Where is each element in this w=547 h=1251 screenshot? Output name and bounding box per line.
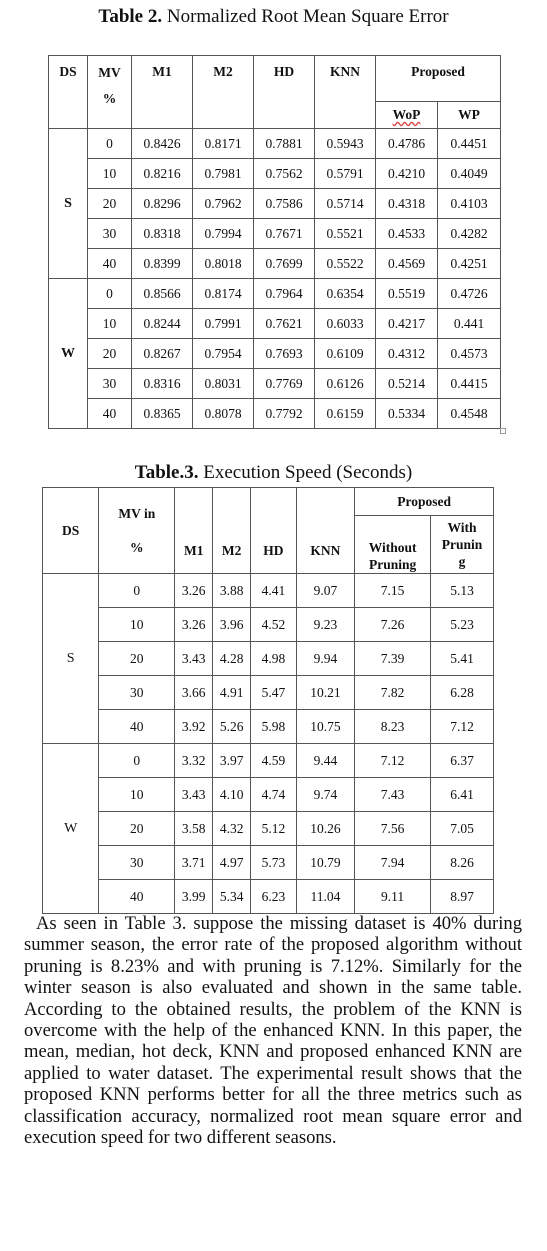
table-anchor-marker [500, 428, 506, 434]
value-cell: 0.8171 [193, 129, 254, 159]
value-cell: 0.8244 [132, 309, 193, 339]
mv-cell: 40 [99, 710, 175, 744]
table-row [49, 339, 501, 369]
value-cell: 0.4726 [438, 279, 501, 309]
value-cell: 0.7562 [254, 159, 315, 189]
dataset-cell: W [49, 279, 88, 429]
value-cell: 4.28 [213, 642, 251, 676]
value-cell: 3.92 [175, 710, 213, 744]
value-cell: 11.04 [296, 880, 355, 914]
value-cell: 0.4049 [438, 159, 501, 189]
header-with-pruning: With Prunin g [431, 516, 494, 574]
value-cell: 3.88 [213, 574, 251, 608]
value-cell: 6.28 [431, 676, 494, 710]
mv-cell: 10 [99, 778, 175, 812]
header-knn: KNN [296, 488, 355, 574]
value-cell: 3.32 [175, 744, 213, 778]
value-cell: 5.47 [251, 676, 297, 710]
value-cell: 7.12 [355, 744, 431, 778]
header-ds: DS [49, 56, 88, 129]
value-cell: 0.7792 [254, 399, 315, 429]
table-row [49, 369, 501, 399]
value-cell: 5.34 [213, 880, 251, 914]
mv-cell: 40 [88, 249, 132, 279]
value-cell: 3.26 [175, 608, 213, 642]
value-cell: 8.26 [431, 846, 494, 880]
paragraph-text: As seen in Table 3. suppose the missing dataset is 40% during summer season, the error rate of the proposed algorithm without pruning is 8.23% and with pruning is 7.12%. Similarly for the winter season is also evaluated and shown in the same table. According to the obtained results, the problem of the KNN is overcome with the help of the enhanced KNN. In this paper, the mean, median, hot deck, KNN and proposed enhanced KNN are applied to water dataset. The experimental result shows that the proposed KNN performs better for all the three metrics such as classification accuracy, normalized root mean square error and execution speed for two different seasons. [24, 913, 522, 1149]
execution-speed-table-body [43, 574, 494, 914]
mv-cell: 10 [88, 309, 132, 339]
value-cell: 0.4318 [376, 189, 438, 219]
value-cell: 0.4282 [438, 219, 501, 249]
value-cell: 4.32 [213, 812, 251, 846]
value-cell: 6.41 [431, 778, 494, 812]
value-cell: 0.4103 [438, 189, 501, 219]
header-m2: M2 [213, 488, 251, 574]
header-mv: MV in % [99, 488, 175, 574]
header-proposed: Proposed [376, 56, 501, 102]
value-cell: 7.94 [355, 846, 431, 880]
nrmse-table-body [49, 129, 501, 429]
value-cell: 0.7671 [254, 219, 315, 249]
mv-cell: 20 [88, 339, 132, 369]
table-row [49, 279, 501, 309]
table3-caption-label: Table.3. [134, 462, 199, 483]
mv-cell: 20 [99, 642, 175, 676]
value-cell: 4.91 [213, 676, 251, 710]
value-cell: 10.21 [296, 676, 355, 710]
mv-cell: 30 [88, 369, 132, 399]
value-cell: 9.23 [296, 608, 355, 642]
value-cell: 3.43 [175, 778, 213, 812]
value-cell: 0.6109 [315, 339, 376, 369]
value-cell: 0.7964 [254, 279, 315, 309]
value-cell: 0.4573 [438, 339, 501, 369]
header-m1: M1 [132, 56, 193, 129]
value-cell: 0.6159 [315, 399, 376, 429]
value-cell: 0.7962 [193, 189, 254, 219]
mv-cell: 20 [99, 812, 175, 846]
value-cell: 3.66 [175, 676, 213, 710]
value-cell: 0.7991 [193, 309, 254, 339]
value-cell: 9.07 [296, 574, 355, 608]
nrmse-table [48, 55, 501, 429]
table2-caption-text: Normalized Root Mean Square Error [162, 6, 449, 27]
value-cell: 0.8316 [132, 369, 193, 399]
table-row [43, 744, 494, 778]
header-mv: MV % [88, 56, 132, 129]
value-cell: 0.6126 [315, 369, 376, 399]
value-cell: 0.8216 [132, 159, 193, 189]
value-cell: 0.4533 [376, 219, 438, 249]
mv-cell: 10 [99, 608, 175, 642]
value-cell: 0.7981 [193, 159, 254, 189]
mv-cell: 10 [88, 159, 132, 189]
table-row [43, 812, 494, 846]
table-row [43, 846, 494, 880]
value-cell: 5.13 [431, 574, 494, 608]
table-row [49, 399, 501, 429]
table-row [43, 574, 494, 608]
value-cell: 0.8031 [193, 369, 254, 399]
mv-cell: 0 [99, 574, 175, 608]
value-cell: 7.05 [431, 812, 494, 846]
table-row [49, 129, 501, 159]
value-cell: 9.94 [296, 642, 355, 676]
value-cell: 0.4210 [376, 159, 438, 189]
value-cell: 7.39 [355, 642, 431, 676]
value-cell: 0.8426 [132, 129, 193, 159]
table2-caption-label: Table 2. [98, 6, 163, 27]
mv-cell: 0 [88, 129, 132, 159]
value-cell: 4.97 [213, 846, 251, 880]
mv-cell: 20 [88, 189, 132, 219]
value-cell: 0.4217 [376, 309, 438, 339]
value-cell: 0.5519 [376, 279, 438, 309]
value-cell: 8.23 [355, 710, 431, 744]
value-cell: 0.8566 [132, 279, 193, 309]
mv-cell: 40 [88, 399, 132, 429]
value-cell: 5.23 [431, 608, 494, 642]
value-cell: 4.98 [251, 642, 297, 676]
value-cell: 0.7881 [254, 129, 315, 159]
value-cell: 0.5214 [376, 369, 438, 399]
table-row [49, 219, 501, 249]
table2-caption [0, 6, 547, 28]
header-wop: WoP [376, 102, 438, 129]
value-cell: 7.43 [355, 778, 431, 812]
value-cell: 8.97 [431, 880, 494, 914]
value-cell: 10.79 [296, 846, 355, 880]
mv-cell: 0 [99, 744, 175, 778]
value-cell: 7.26 [355, 608, 431, 642]
mv-cell: 0 [88, 279, 132, 309]
value-cell: 0.7621 [254, 309, 315, 339]
mv-cell: 30 [99, 846, 175, 880]
value-cell: 0.8267 [132, 339, 193, 369]
value-cell: 3.43 [175, 642, 213, 676]
table3-caption [0, 462, 547, 484]
header-ds: DS [43, 488, 99, 574]
value-cell: 0.4569 [376, 249, 438, 279]
value-cell: 0.8296 [132, 189, 193, 219]
value-cell: 0.5714 [315, 189, 376, 219]
value-cell: 0.8174 [193, 279, 254, 309]
value-cell: 0.6354 [315, 279, 376, 309]
dataset-cell: S [49, 129, 88, 279]
value-cell: 0.4415 [438, 369, 501, 399]
dataset-cell: S [43, 574, 99, 744]
value-cell: 3.58 [175, 812, 213, 846]
value-cell: 3.96 [213, 608, 251, 642]
value-cell: 0.4312 [376, 339, 438, 369]
body-paragraph [24, 913, 522, 1148]
execution-speed-table [42, 487, 494, 914]
value-cell: 3.97 [213, 744, 251, 778]
value-cell: 0.7699 [254, 249, 315, 279]
value-cell: 9.44 [296, 744, 355, 778]
header-knn: KNN [315, 56, 376, 129]
value-cell: 3.99 [175, 880, 213, 914]
table-row [43, 880, 494, 914]
value-cell: 0.4786 [376, 129, 438, 159]
table-row [43, 710, 494, 744]
value-cell: 0.441 [438, 309, 501, 339]
value-cell: 0.5334 [376, 399, 438, 429]
value-cell: 5.12 [251, 812, 297, 846]
value-cell: 0.7994 [193, 219, 254, 249]
mv-cell: 40 [99, 880, 175, 914]
value-cell: 5.41 [431, 642, 494, 676]
table-row [49, 309, 501, 339]
table-row [43, 676, 494, 710]
value-cell: 0.8078 [193, 399, 254, 429]
table-row [49, 189, 501, 219]
value-cell: 0.5791 [315, 159, 376, 189]
table3-caption-text: Execution Speed (Seconds) [198, 462, 413, 483]
value-cell: 4.59 [251, 744, 297, 778]
value-cell: 0.7693 [254, 339, 315, 369]
value-cell: 3.26 [175, 574, 213, 608]
table-row [43, 642, 494, 676]
table-row [43, 778, 494, 812]
value-cell: 4.41 [251, 574, 297, 608]
dataset-cell: W [43, 744, 99, 914]
value-cell: 7.15 [355, 574, 431, 608]
value-cell: 3.71 [175, 846, 213, 880]
value-cell: 5.98 [251, 710, 297, 744]
value-cell: 0.5522 [315, 249, 376, 279]
value-cell: 4.52 [251, 608, 297, 642]
value-cell: 0.5521 [315, 219, 376, 249]
value-cell: 9.11 [355, 880, 431, 914]
value-cell: 0.6033 [315, 309, 376, 339]
value-cell: 0.5943 [315, 129, 376, 159]
value-cell: 4.74 [251, 778, 297, 812]
value-cell: 0.8018 [193, 249, 254, 279]
value-cell: 7.12 [431, 710, 494, 744]
header-wp: WP [438, 102, 501, 129]
table-row [49, 249, 501, 279]
value-cell: 0.8318 [132, 219, 193, 249]
table-row [43, 608, 494, 642]
value-cell: 0.4251 [438, 249, 501, 279]
value-cell: 0.8399 [132, 249, 193, 279]
value-cell: 7.56 [355, 812, 431, 846]
value-cell: 5.73 [251, 846, 297, 880]
value-cell: 0.7769 [254, 369, 315, 399]
value-cell: 5.26 [213, 710, 251, 744]
value-cell: 10.75 [296, 710, 355, 744]
header-hd: HD [251, 488, 297, 574]
header-without-pruning: Without Pruning [355, 516, 431, 574]
value-cell: 0.8365 [132, 399, 193, 429]
value-cell: 4.10 [213, 778, 251, 812]
value-cell: 0.7954 [193, 339, 254, 369]
value-cell: 0.4548 [438, 399, 501, 429]
mv-cell: 30 [99, 676, 175, 710]
value-cell: 0.7586 [254, 189, 315, 219]
value-cell: 10.26 [296, 812, 355, 846]
value-cell: 7.82 [355, 676, 431, 710]
header-proposed: Proposed [355, 488, 494, 516]
value-cell: 6.37 [431, 744, 494, 778]
header-m1: M1 [175, 488, 213, 574]
value-cell: 6.23 [251, 880, 297, 914]
value-cell: 9.74 [296, 778, 355, 812]
mv-cell: 30 [88, 219, 132, 249]
header-hd: HD [254, 56, 315, 129]
table-row [49, 159, 501, 189]
header-m2: M2 [193, 56, 254, 129]
value-cell: 0.4451 [438, 129, 501, 159]
